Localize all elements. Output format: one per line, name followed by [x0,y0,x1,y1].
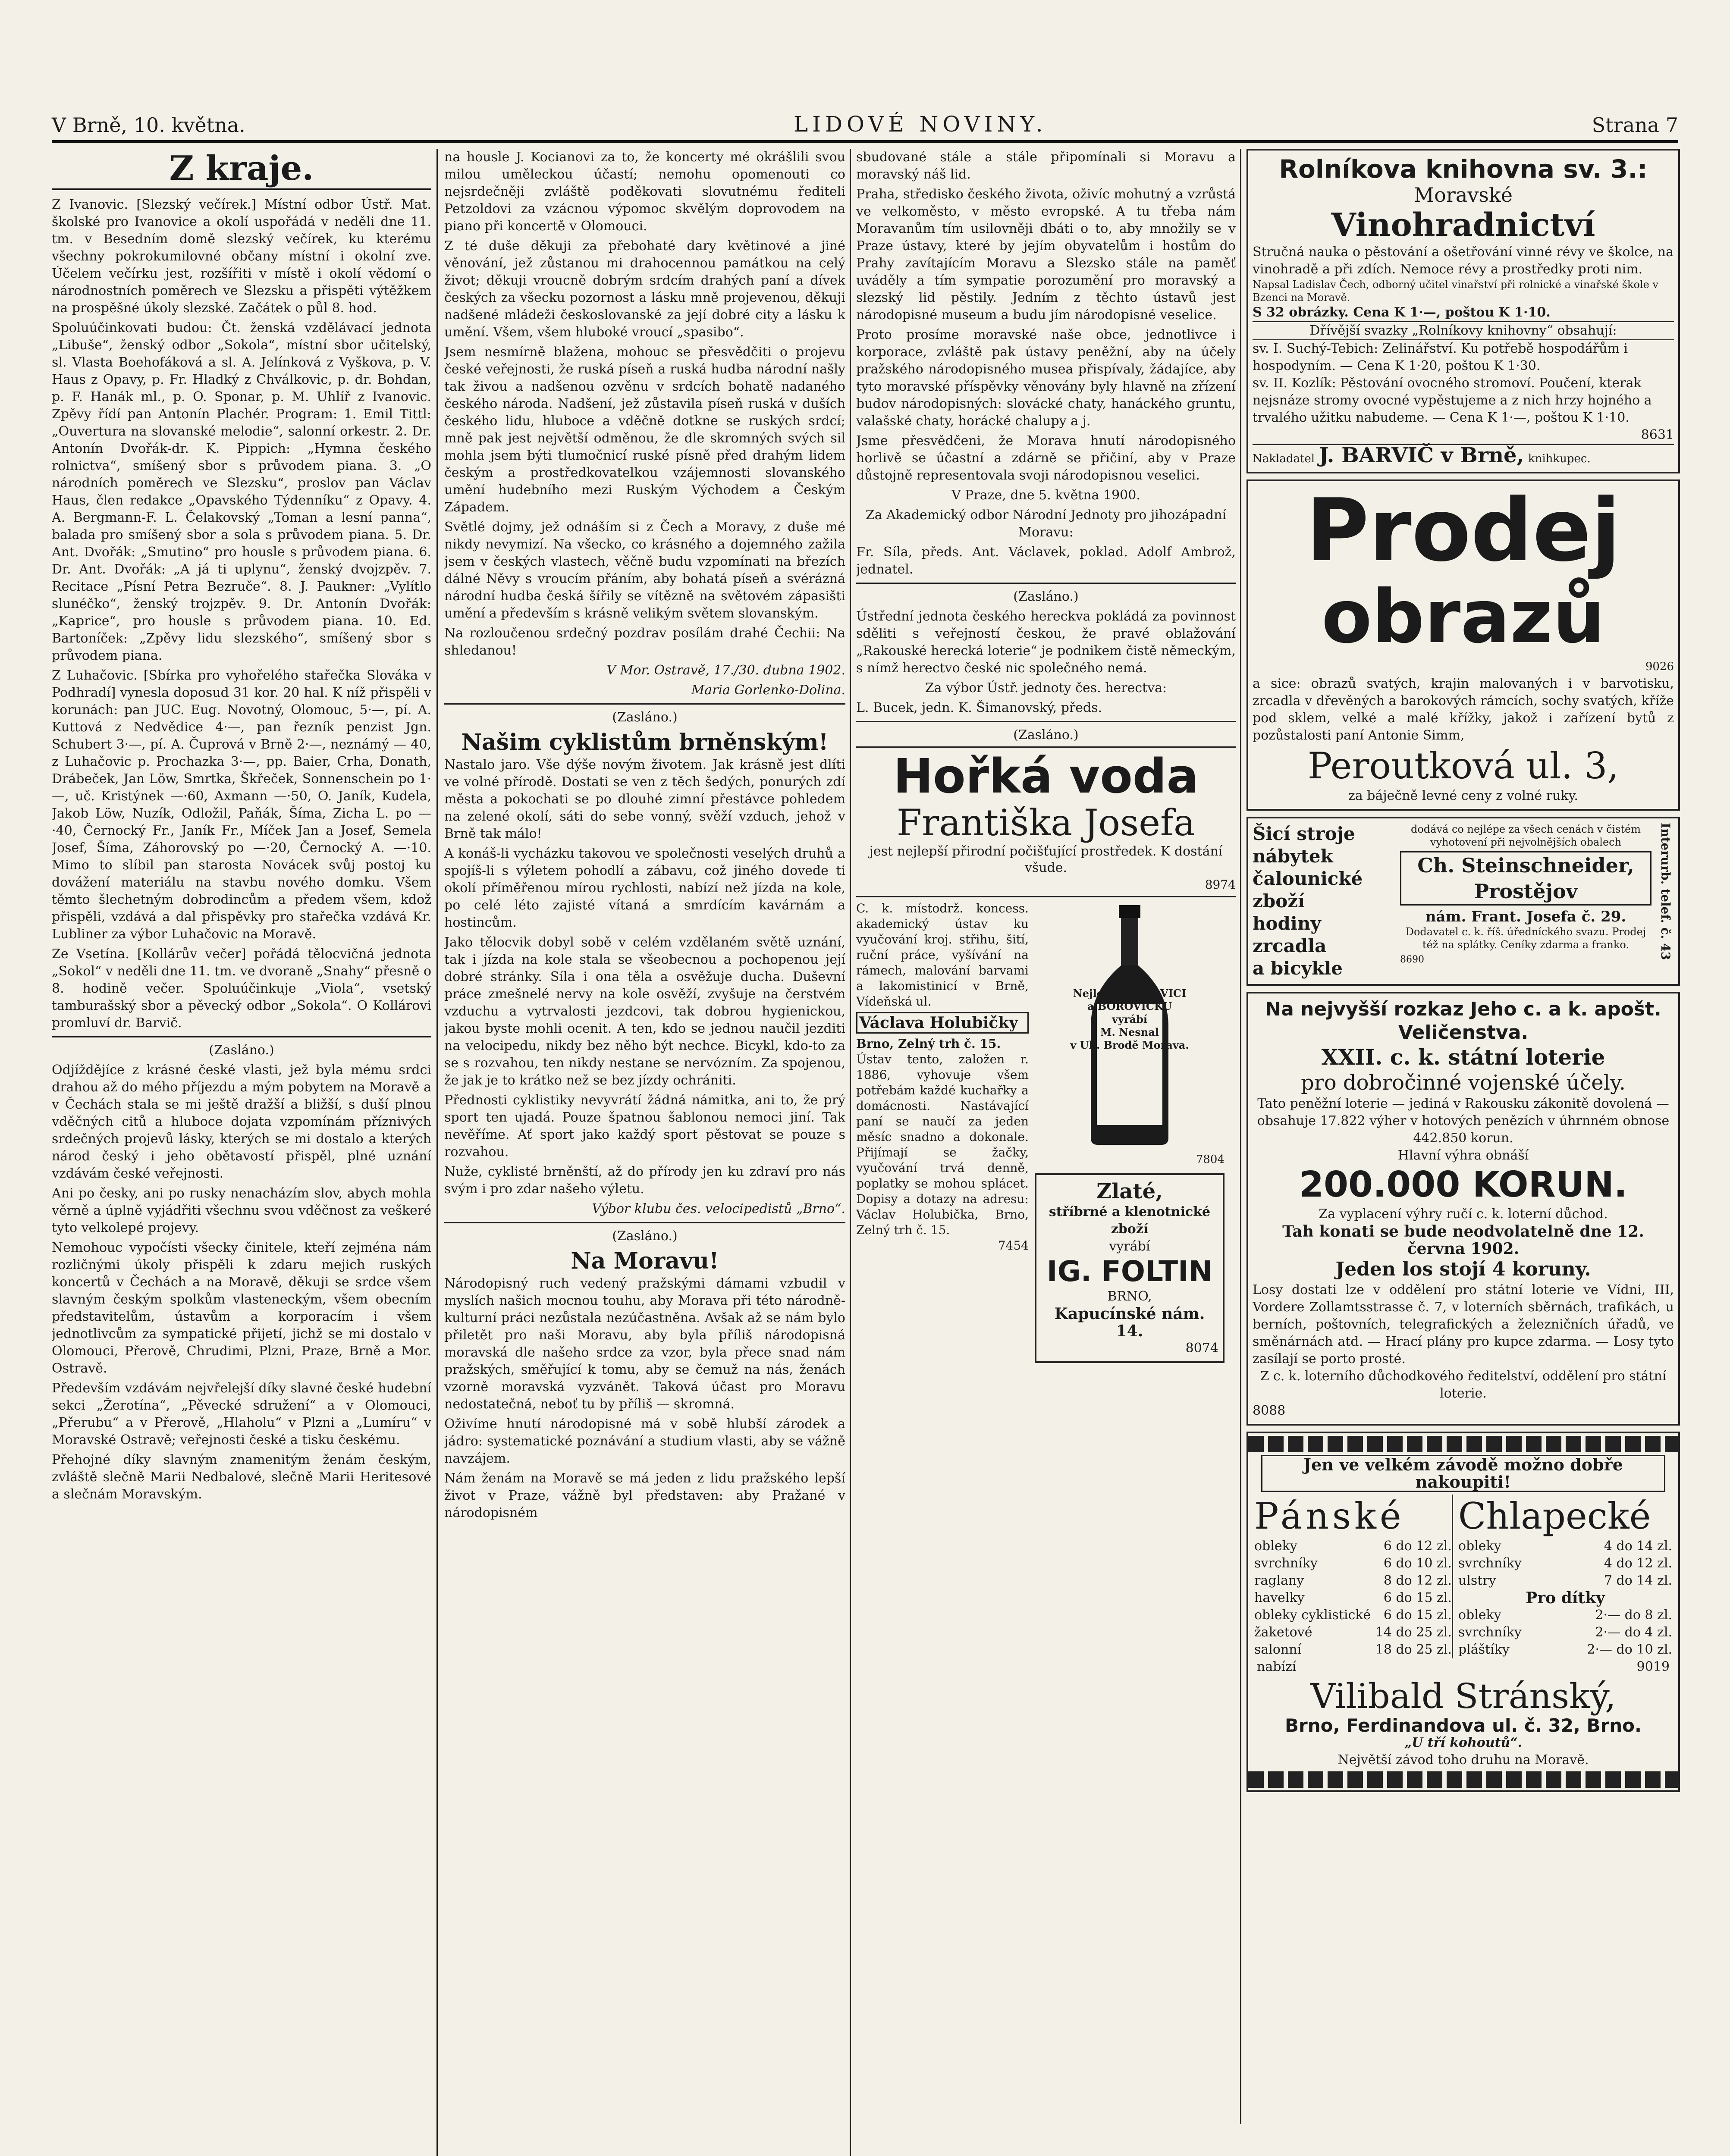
ad-number: 8088 [1253,1403,1286,1418]
article-place-date: V Praze, dne 5. května 1900. [951,488,1140,503]
article-paragraph: Nám ženám na Moravě se má jeden z lidu pražského lepší život v Praze, vážně byl představen: aby Pražané v národopisném [444,1471,845,1520]
article-signatory-org: Za výbor Ústř. jednoty čes. herectva: [925,680,1167,696]
ad-loterie-price: Jeden los stojí 4 koruny. [1335,1258,1591,1280]
ad-item: a bicykle [1253,958,1343,979]
price-item-price: 6 do 15 zl. [1383,1590,1452,1605]
ad-stransky-top: Jen ve velkém závodě možno dobře nakoupiti! [1261,1455,1665,1492]
article-headline: Na Moravu! [571,1248,719,1274]
ad-steinschneider-addr: nám. Frant. Josefa č. 29. [1425,908,1626,925]
price-item-price: 8 do 12 zl. [1383,1573,1452,1588]
ad-foltin [1035,1173,1225,1363]
price-row [1254,1555,1452,1572]
ad-prodej-subtitle: obrazů [1321,574,1605,660]
ad-stransky-chl [1452,1495,1672,1658]
ad-kniha-title: Rolníkova knihovna sv. 3.: [1279,154,1648,184]
article-paragraph: Nastalo jaro. Vše dýše novým životem. Jak krásně jest dlíti ve volné přírodě. Dostati se ven z těch šedých, ponurých zdí města a pokochati se po dlouhé zimní přestávce pohledem na zelené okolí, sáti do sebe vonný, svěží vzduch, jehož v Brně tak málo! [444,757,845,841]
ad-nesnal [1035,901,1225,1368]
ad-horka-voda [856,746,1236,897]
ad-number: 7804 [1196,1153,1225,1166]
ad-prodej-obrazu [1246,479,1680,811]
price-item-name: salonní [1254,1642,1302,1657]
ad-number: 7454 [998,1238,1029,1253]
price-row [1458,1624,1672,1641]
ad-foltin-addr: Kapucínské nám. 14. [1054,1305,1205,1340]
zaslano-label: (Zasláno.) [1013,589,1079,604]
zaslano-label: (Zasláno.) [612,710,678,725]
price-item-price: 2·— do 10 zl. [1587,1642,1672,1657]
ads-column [1246,149,1680,1798]
column-2 [444,149,845,2156]
article-paragraph: Národopisný ruch vedený pražskými dámami vzbudil v myslích našich mocnou touhu, aby Morava při této národně-kulturní práci nezůstala nezúčastněna. Avšak až se nám bylo přiletět pro naši Moravu, aby byla příliš národopisná moravská dle našeho srdce za vzor, byla přece snad nám pražských, směřující k tomu, aby se čemuž na nás, ženách vzorně moravská vyzvánět. Taková účast pro Moravu nedostatečná, neboť tu by příliš — skromná. [444,1276,845,1412]
ad-item: Šicí stroje [1253,823,1355,844]
price-row [1458,1607,1672,1624]
ad-kniha-sub: Moravské [1414,183,1513,207]
divider [856,721,1236,722]
ad-holubicka [856,901,1029,1368]
ad-loterie-desc: Tato peněžní loterie — jediná v Rakousku zákonitě dovolená — obsahuje 17.822 výher v hotových penězích v úhrnném obnose 442.850 korun. [1257,1096,1670,1146]
price-item-name: obleky [1458,1608,1501,1623]
masthead-title: LIDOVÉ NOVINY. [794,112,1047,137]
column-divider [436,149,438,2156]
ad-foltin-verb: vyrábí [1109,1239,1150,1254]
ad-item: hodiny [1253,913,1321,934]
ad-foltin-goods: stříbrné a klenotnické zboží [1049,1204,1211,1237]
ad-number: 9019 [1636,1659,1670,1674]
bottle-label-line: vyrábí [1112,1013,1147,1025]
ad-prodej-title: Prodej [1306,480,1621,581]
ad-foltin-city: BRNO, [1107,1289,1152,1304]
publisher-label: Nakladatel [1253,452,1315,465]
price-row [1458,1538,1672,1555]
decorative-border [1248,1771,1678,1788]
ad-holubicka-intro: C. k. místodrž. koncess. akademický ústav ku vyučování kroj. střihu, šití, ruční práce, vyšívání na rámech, malování barvami a lakomistinicí v Brně, Vídeňská ul. [856,901,1029,1009]
letter-paragraph: Odjíždějíce z krásné české vlasti, jež byla mému srdci drahou až do mého příjezdu a mým pobytem na Moravě a v Čechách stala se mi ještě dražší a bližší, s duší plnou vděčných citů a hluboce dojata vzpomínám příznivých srdečných projevů lásky, kterých se mi dostalo a kterých národ český i jeho obětavostí přispěl, plné uznání vzdávám české veřejnosti. [52,1062,431,1181]
ad-stransky-meta [1248,1658,1678,1676]
price-item-name: svrchníky [1254,1556,1318,1571]
ad-loterie-issuer: Z c. k. loterního důchodkového ředitelství, oddělení pro státní loterie. [1260,1369,1667,1401]
article-paragraph: A konáš-li vycházku takovou ve společnosti veselých druhů a spojíš-li s výletem pohodlí a zábavu, což jiného dovede ti okolí příměřenou mírou rychlosti, nabízí než jízda na kole, po celé léto zajisté vítaná a smrdícím kavárnám a hostincům. [444,846,845,930]
letter-paragraph: Především vzdávám nejvřelejší díky slavné české hudební sekci „Žerotína“, „Pěvecké sdružení“ a v Olomouci, „Přerubu“ a v Přerově, „Hlaholu“ v Plzni a „Lumíru“ v Moravské Ostravě; veřejnosti české a tisku českému. [52,1381,431,1448]
column-1 [52,149,431,2156]
bottle-label-line: M. Nesnal [1100,1026,1159,1038]
price-item-price: 6 do 12 zl. [1383,1539,1452,1554]
price-item-price: 6 do 15 zl. [1383,1608,1452,1623]
letter-paragraph: Světlé dojmy, jež odnáším si z Čech a Moravy, z duše mé nikdy nevymizí. Na všecko, co krásného a dojemného zažila jsem v českých vlastech, věčně budu vzpomínati na březích dálné Něvy s vroucím přáním, aby bohatá píseň a svérázná národní hudba česká šířily se vítězně na světovém zápasišti umění a především s krásně velikým světem slovanským. [444,520,845,621]
article-paragraph: Jsme přesvědčeni, že Morava hnutí národopisného horlivě se účastní a zdárně se přičiní, aby v Praze důstojně representovala svoji národopisnou veselici. [856,433,1236,483]
ad-number: 8974 [1205,877,1236,892]
letter-signature: Maria Gorlenko-Dolina. [691,683,845,698]
ad-kniha-publisher [1253,444,1674,467]
article-paragraph: Praha, středisko českého života, oživíc mohutný a vzrůstá ve velkoměsto, v město evropské. A tu třeba nám Moravanům tím usilovněji dbáti o to, aby množily se v Praze ústavy, které by jejím obyvatelům i hostům do Prahy zavítajícím Moravu a Slezsko stále na paměť uváděly a tím sympatie porozumění pro moravský a slezský lid pěstily. Jedním z těchto ústavů jest národopisné museum a budu jím národopisné veselice. [856,187,1236,323]
ad-stransky-addr: Brno, Ferdinandova ul. č. 32, Brno. [1285,1715,1642,1736]
ad-stransky-name: Vilibald Stránský, [1310,1676,1616,1716]
ad-foltin-title: Zlaté, [1096,1179,1163,1203]
letter-paragraph: Z té duše děkuji za přebohaté dary květinové a jiné věnování, jež zůstanou mi drahocennou památkou na celý život; děkuji vroucně dobrým srdcím drahých paní a dívek českých za všecku pozornost a lásku mně projevenou, děkuji nadšené mládeži českoslovanské za její dobré city a lásku k umění. Všem, všem hluboké vroucí „spasibo“. [444,238,845,340]
price-row [1254,1624,1452,1641]
divider [444,703,845,705]
ad-loterie-purpose: pro dobročinné vojenské účely. [1301,1071,1626,1095]
ad-kniha-desc: Stručná nauka o pěstování a ošetřování vinné révy ve školce, na vinohradě a při zdích. Nemoce révy a prostředky proti nim. [1253,244,1673,277]
price-item-name: obleky [1254,1539,1297,1554]
ad-kniha-vol1: sv. I. Suchý-Tebich: Zelinářství. Ku potřebě hospodářům i hospodyním. — Cena K 1·20, poštou K 1·30. [1253,341,1628,373]
article-paragraph: Jako tělocvik dobyl sobě v celém vzdělaném světě uznání, tak i jízda na kole stala se všeobecnou a pochopenou její dobré stránky. Síla i ona těla a osvěžuje ducha. Duševní práce zmešnelé nervy na kole osvěží, zvyšuje na čerstvém vzduchu a vytrvalosti jezdcovi, tak dobrou hygienickou, jakou byste mohli ocenit. A ten, kdo se jednou naučil jezditi na velocipedu, nikdy bez něho být nechce. Bicykl, kdo-to za se s rozvahou, ten nikdy nestane se nervózním. Za spojenou, že jak je to krátko než se bez jízdy ochrániti. [444,935,845,1088]
ad-loterie-info: Losy dostati lze v oddělení pro státní loterie ve Vídni, III, Vordere Zollamtsstrasse č. 7, v loterních sběrnách, trafikách, u berních, poštovních, telegrafických a železničních úřadů, ve směnárnách atd. — Hrací plány pro kupce zdarma. — Losy tyto zasílají se porto prosté. [1253,1282,1674,1366]
ad-number: 8074 [1185,1341,1218,1356]
ad-foltin-name: IG. FOLTIN [1047,1255,1212,1288]
ad-loterie-main: Hlavní výhra obnáší [1397,1148,1529,1163]
article-ivanovice-program: Spoluúčinkovati budou: Čt. ženská vzdělávací jednota „Libuše“, ženský odbor „Sokola“, místní sbor učitelský, sl. Vlasta Boehofáková a sl. A. Jelínková z Vyškova, p. V. Haus z Opavy, p. Fr. Hladký z Chválkovic, p. dr. Bohdan, p. F. Hanák ml., p. O. Sponar, p. M. Uhlíř z Ivanovic. Zpěvy řídí pan Antonín Plachér. Program: 1. Emil Tittl: „Ouvertura na slovanské melodie“, salonní orkestr. 2. Dr. Antonín Dvořák-dr. K. Pippich: „Hymna českého rolnictva“, smíšený sbor s průvodem piana. 3. „O národních poměrech ve Slezsku“, proslov pan Václav Haus, člen redakce „Opavského Týdenníku“ z Opavy. 4. A. Bergmann-F. L. Čelakovský „Toman a lesní panna“, balada pro smíšený sbor a sola s průvodem piana. 5. Dr. Ant. Dvořák: „Smutino“ pro housle s průvodem piana. 6. Dr. Ant. Dvořák: „A já ti uplynu“, ženský dvojzpěv. 7. Recitace „Písní Petra Bezruče“. 8. J. Paukner: „Vylítlo slunéčko“, ženský trojzpěv. 9. Dr. Antonín Dvořák: „Kaprice“, pro housle s průvodem piana. 10. Ed. Bartoníček: „Zpěvy lidu slezského“, smíšený sbor s průvodem piana. [52,320,431,663]
ad-horka-voda-text: jest nejlepší přirodní počišťující prostředek. K dostání všude. [869,844,1223,875]
ad-stransky-nabizi: nabízí [1257,1659,1297,1674]
price-row [1458,1572,1672,1589]
ad-holubicka-addr: Brno, Zelný trh č. 15. [856,1037,1001,1051]
ad-number: 9026 [1645,660,1674,673]
page-header [52,110,1678,143]
article-signatory-org: Za Akademický odbor Národní Jednoty pro jihozápadní Moravu: [865,508,1227,540]
ad-stransky-end: Největší závod toho druhu na Moravě. [1338,1752,1589,1767]
price-list [1458,1607,1672,1658]
price-item-price: 2·— do 4 zl. [1595,1625,1672,1640]
divider [52,1036,431,1037]
letter-paragraph: Na rozloučenou srdečný pozdrav posílám drahé Čechii: Na shledanou! [444,626,845,658]
ad-kniha-vol2: sv. II. Kozlík: Pěstování ovocného stromoví. Poučení, kterak nejsnáze stromy ovocné vypěstujeme a z nich hrzy hojného a trvalého užitku nabudeme. — Cena K 1·—, poštou K 1·10. [1253,376,1652,425]
column-divider [850,149,851,2156]
article-signatories: Fr. Síla, předs. Ant. Václavek, poklad. Adolf Ambrož, jednatel. [856,545,1236,577]
bottle-label-line: Nejlepší SLIVOVICI [1073,987,1187,1000]
ad-holubicka-name: Václava Holubičky [856,1012,1029,1034]
price-item-name: svrchníky [1458,1625,1522,1640]
article-luhacovice: Z Luhačovic. [Sbírka pro vyhořelého stařečka Slováka v Podhradí] vynesla doposud 31 kor. 20 hal. K níž přispěli v korunách: pan JUC. Eug. Novotný, Olomouc, 5·—, pí. A. Kuttová z Nedvědice 4·—, pan řezník penzist Jgn. Schubert 3·—, pí. A. Čuprová v Brně 2·—, neznámý — 40, z Luhačovic p. Prochazka 3·—, pp. Baier, Crha, Donath, Drábeček, Jan Löw, Smrtka, Škřeček, Sonnenschein po 1·—, uč. Kristýnek —·60, Axmann —·50, O. Janík, Kudela, Jakob Löw, Nuzík, Odložil, Paňák, Šíma, Zicha L. po —·40, Černocký Fr., Janík Fr., Míček Jan a Josef, Semela Josef, Šíma, Záhorovský po —·20, Černocký A. —·10. Mimo to slíbil pan starosta Novácek svůj postoj ku dovážení materiálu na stavbu nového domku. Všem těmto šlechetným dobrodincům a předem všem, kdož přispěli, vzdává a dal přispěvky pro stařečka vzdává Kr. Lubliner za výbor Luhačovic na Moravě. [52,668,431,942]
ad-prodej-note: za báječně levné ceny z volné ruky. [1348,788,1578,803]
article-paragraph: Proto prosíme moravské naše obce, jednotlivce i korporace, zvláště pak ústavy peněžní, aby na účely pražského národopisného musea přispívaly, žádajíce, aby tyto moravské příspěvky věnovány byly hlavně na zřízení budov národopisných: slovácké chaty, hanáckého gruntu, valašské chaty, horácké chalupy a j. [856,327,1236,429]
bottle-label-line: a BOROVIČKU [1087,1000,1172,1012]
article-paragraph: Ústřední jednota českého hereckva pokládá za povinnost sděliti s veřejností českou, že pravé oblažování „Rakouské herecká loterie“ je podnikem čistě německým, s nímž herectvo české nic společného nemá. [856,609,1236,676]
ad-stransky-pan-title: Pánské [1254,1495,1405,1537]
ad-number: 8690 [1400,954,1424,965]
price-item-name: obleky cyklistické [1254,1608,1371,1623]
ad-horka-voda-title: Hořká voda [893,749,1199,804]
price-row [1458,1555,1672,1572]
price-item-name: žaketové [1254,1625,1312,1640]
ad-rolnikova-knihovna [1246,149,1680,473]
header-date: V Brně, 10. května. [52,113,245,137]
article-paragraph: sbudované stále a stále připomínali si Moravu a moravský náš lid. [856,150,1236,182]
article-paragraph: Oživíme hnutí národopisné má v sobě hlubší zárodek a jádro: systematické poznávání a studium vlasti, aby se vážně navzájem. [444,1416,845,1466]
article-signature: Výbor klubu čes. velocipedistů „Brno“. [592,1201,845,1216]
publisher-name: J. BARVIČ v Brně, [1319,443,1524,467]
ad-row [856,901,1236,1368]
ad-kniha-price: S 32 obrázky. Cena K 1·—, poštou K 1·10. [1253,305,1551,320]
letter-paragraph: Jsem nesmírně blažena, mohouc se přesvědčiti o projevu české veřejnosti, že ruská píseň a ruská hudba národní našly tak živou a nadšenou ozvěnu v srdcích bohatě nadaného českého národa. Nadšení, jež zůstavila píseň ruská v duších českého lidu, hluboce a vděčně dotkne se ruských srdcí; mně pak jest největší odměnou, že dle skromných svých sil mohla jsem býti tlumočnicí ruské písně před drahým lidem českým a prostředkovatelkou vzájemnosti slovanského umění hudebního mezi Ruským Východem a Českým Západem. [444,345,845,515]
price-list [1254,1538,1452,1658]
decorative-border [1248,1436,1678,1452]
letter-paragraph: Přehojné díky slavným znamenitým ženám českým, zvláště slečně Marii Nedbalové, slečně Marii Heritesové a slečnám Moravským. [52,1452,431,1502]
ad-kniha-prev: Dřívější svazky „Rolníkovy knihovny“ obsahují: [1253,321,1674,340]
ad-number: 8631 [1641,427,1674,442]
ad-loterie-guarantee: Za vyplacení výhry ručí c. k. loterní důchod. [1319,1206,1608,1222]
price-row [1254,1572,1452,1589]
ad-steinschneider-body [1400,823,1652,980]
column-3 [856,149,1236,2124]
ad-loterie [1246,992,1680,1426]
column-divider [1240,149,1241,2124]
price-row [1458,1641,1672,1658]
ad-loterie-prize: 200.000 KORUN. [1299,1164,1628,1205]
ad-stransky-offers [1248,1495,1678,1658]
price-row [1254,1589,1452,1607]
ad-stransky-pan [1254,1495,1452,1658]
ad-stransky [1246,1432,1680,1792]
price-row [1254,1641,1452,1658]
page-number: Strana 7 [1592,113,1678,137]
letter-place-date: V Mor. Ostravě, 17./30. dubna 1902. [606,663,845,678]
price-item-name: svrchníky [1458,1556,1522,1571]
price-item-name: raglany [1254,1573,1304,1588]
ad-kniha-head: Vinohradnictví [1331,207,1595,244]
ad-loterie-draw: Tah konati se bude neodvolatelně dne 12. června 1902. [1282,1222,1644,1258]
zaslano-label: (Zasláno.) [209,1043,274,1058]
ad-item: zrcadla [1253,935,1327,956]
bottle-label-line: v Uh. Brodě Morava. [1070,1039,1189,1051]
price-item-price: 4 do 14 zl. [1604,1539,1672,1554]
price-item-name: ulstry [1458,1573,1496,1588]
ad-steinschneider [1246,817,1680,986]
article-vsetin: Ze Vsetína. [Kollárův večer] pořádá tělocvičná jednota „Sokol“ v neděli dne 11. tm. ve dvoraně „Snahy“ přesně o 8. hodině večer. Spoluúčinkuje „Viola“, vsetský tamburašský sbor a pěvecký odbor „Sokola“. O Kollárovi promluví dr. Barvič. [52,946,431,1031]
ad-holubicka-text: Ústav tento, založen r. 1886, vyhovuje všem potřebám každé kuchařky a domácnosti. Nastávající paní se naučí za jeden měsíc snadno a dokonale. Přijímají se žačky, vyučování trvá denně, poplatky se mohou splácet. Dopisy a dotazy na adresu: Václav Holubička, Brno, Zelný trh č. 15. [856,1052,1029,1237]
ad-text: Dodavatel c. k. říš. úředníckého svazu. Prodej též na splátky. Ceníky zdarma a franko. [1405,926,1646,951]
zaslano-label: (Zasláno.) [1013,727,1079,743]
section-title: Z kraje. [52,149,431,190]
price-row [1254,1538,1452,1555]
price-item-price: 18 do 25 zl. [1375,1642,1452,1657]
article-headline: Našim cyklistům brněnským! [461,729,829,755]
ad-prodej-desc: a sice: obrazů svatých, krajin malovaných i v barvotisku, zrcadla v dřevěných a barokových rámcích, sochy svatých, kříže pod sklem, velké a malé křížky, jakož i zařízení bytů z pozůstalosti paní Antonie Simm, [1253,676,1674,743]
zaslano-label: (Zasláno.) [612,1228,678,1244]
ad-item: čalounické zboží [1253,868,1363,912]
price-item-price: 4 do 12 zl. [1604,1556,1672,1571]
divider [444,1222,845,1223]
ad-loterie-title: XXII. c. k. státní loterie [1321,1044,1605,1070]
ad-stransky-motto: „U tří kohoutů“. [1404,1735,1523,1750]
price-item-name: pláštíky [1458,1642,1510,1657]
letter-paragraph: Nemohouc vypočísti všecky činitele, kteří zejména nám rozličnými úkoly přispěli k zdaru mejich ruských koncertů v Čechách a na Moravě, děkuji se srdce všem slavným českým spolkům vlasteneckým, všem obecním představitelům, ústavům a korporacím i všem jednotlivcům za sympatické přijetí, jichž se mi dostalo v Olomouci, Přerově, Chrudimi, Plzni, Praze, Brně a Mor. Ostravě. [52,1240,431,1376]
publisher-role: knihkupec. [1528,452,1591,465]
letter-paragraph: Ani po česky, ani po rusky nenacházím slov, abych mohla věrně a úplně vyjádřiti všechnu svou vděčnost za veškeré tyto velkolepé projevy. [52,1186,431,1235]
ad-steinschneider-name: Ch. Steinschneider, Prostějov [1400,851,1652,906]
ad-prodej-addr: Peroutková ul. 3, [1307,745,1619,787]
ad-stransky-chl-title: Chlapecké [1458,1495,1651,1537]
price-item-price: 6 do 10 zl. [1383,1556,1452,1571]
ad-stransky-dit-title: Pro dítky [1526,1589,1605,1607]
article-signatories: L. Bucek, jedn. K. Šimanovský, předs. [856,700,1102,715]
divider [856,583,1236,584]
article-paragraph: Přednosti cyklistiky nevyvrátí žádná námitka, ani to, že prý sport ten ujadá. Pouze špatnou šablonou nemoci jiní. Tak nevěříme. Ať sport jako každý sport pěstovat se pouze s rozvahou. [444,1093,845,1159]
ad-text: dodává co nejlépe za všech cenách v čistém vyhotovení při nejvolnějších obalech [1410,823,1641,848]
ad-steinschneider-phone: Interurb. telef. č. 43 [1658,823,1673,960]
article-paragraph: Nuže, cyklisté brněnští, až do přírody jen ku zdraví pro nás svým i pro zdar našeho výletu. [444,1164,845,1197]
price-list [1458,1538,1672,1589]
article-ivanovice: Z Ivanovic. [Slezský večírek.] Místní odbor Ústř. Mat. školské pro Ivanovice a okolí uspořádá v neděli dne 11. tm. v Besedním domě slezský večírek, ku kterému všechny pokrokumilovné občany místní i okolní zve. Účelem večírku jest, rozšířiti v místě i okolí vědomí o národnostních poměrech ve Slezsku a přispěti výtěžkem na prospěšné úkoly slezské. Začátek o půl 8. hod. [52,197,431,316]
price-item-price: 14 do 25 zl. [1375,1625,1452,1640]
ad-steinschneider-items [1253,823,1395,980]
price-item-price: 2·— do 8 zl. [1595,1608,1672,1623]
price-item-name: havelky [1254,1590,1305,1605]
ad-item: nábytek [1253,846,1333,867]
price-item-price: 7 do 14 zl. [1604,1573,1672,1588]
ad-loterie-head: Na nejvyšší rozkaz Jeho c. a k. apošt. Veličenstva. [1265,998,1661,1044]
price-item-name: obleky [1458,1539,1501,1554]
ad-kniha-author: Napsal Ladislav Čech, odborný učitel vinařství při rolnické a vinařské škole v Bzenci na Moravě. [1253,279,1659,304]
price-row [1254,1607,1452,1624]
ad-horka-voda-brand: Františka Josefa [896,802,1196,844]
letter-paragraph: na housle J. Kocianovi za to, že koncerty mé okrášlili svou milou uměleckou účastí; nemohu opomenouti co nejsrdečněji zvláště poděkovati slovutnému řediteli Petzoldovi za vzácnou výpomoc skvělým doprovodem na piano při koncertě v Olomouci. [444,150,845,234]
